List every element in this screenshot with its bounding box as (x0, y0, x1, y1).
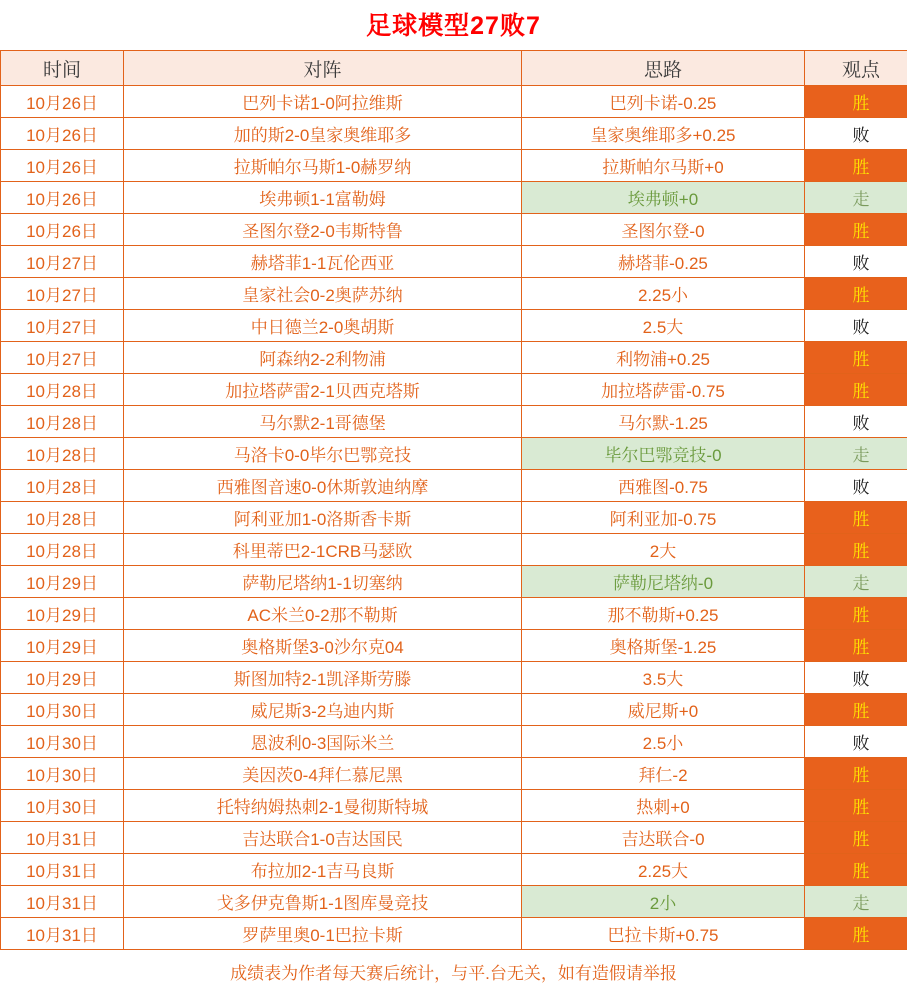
cell-view: 胜 (805, 598, 907, 630)
cell-match: 美因茨0-4拜仁慕尼黑 (124, 758, 522, 790)
table-row (1, 598, 907, 630)
results-table (0, 50, 907, 950)
cell-idea: 2.5小 (522, 726, 805, 758)
cell-idea: 奥格斯堡-1.25 (522, 630, 805, 662)
table-row (1, 822, 907, 854)
cell-view: 胜 (805, 342, 907, 374)
cell-idea: 圣图尔登-0 (522, 214, 805, 246)
cell-idea: 加拉塔萨雷-0.75 (522, 374, 805, 406)
cell-view: 胜 (805, 374, 907, 406)
cell-view: 败 (805, 662, 907, 694)
cell-idea: 萨勒尼塔纳-0 (522, 566, 805, 598)
cell-date: 10月26日 (1, 118, 124, 150)
cell-view: 败 (805, 726, 907, 758)
cell-date: 10月31日 (1, 822, 124, 854)
cell-date: 10月30日 (1, 694, 124, 726)
cell-match: 圣图尔登2-0韦斯特鲁 (124, 214, 522, 246)
cell-view: 败 (805, 118, 907, 150)
cell-match: 马尔默2-1哥德堡 (124, 406, 522, 438)
table-row (1, 310, 907, 342)
table-row (1, 278, 907, 310)
cell-date: 10月26日 (1, 150, 124, 182)
header-view: 观点 (805, 51, 907, 86)
page-title: 足球模型27败7 (0, 0, 907, 50)
cell-match: 斯图加特2-1凯泽斯劳滕 (124, 662, 522, 694)
cell-idea: 埃弗顿+0 (522, 182, 805, 214)
cell-date: 10月28日 (1, 502, 124, 534)
cell-match: 中日德兰2-0奥胡斯 (124, 310, 522, 342)
cell-view: 胜 (805, 86, 907, 118)
cell-idea: 2.25大 (522, 854, 805, 886)
cell-match: 巴列卡诺1-0阿拉维斯 (124, 86, 522, 118)
table-body (1, 86, 907, 950)
cell-idea: 吉达联合-0 (522, 822, 805, 854)
cell-match: 拉斯帕尔马斯1-0赫罗纳 (124, 150, 522, 182)
cell-idea: 2.25小 (522, 278, 805, 310)
cell-match: 加的斯2-0皇家奥维耶多 (124, 118, 522, 150)
cell-date: 10月29日 (1, 566, 124, 598)
cell-idea: 2.5大 (522, 310, 805, 342)
cell-match: 恩波利0-3国际米兰 (124, 726, 522, 758)
cell-view: 胜 (805, 630, 907, 662)
cell-date: 10月30日 (1, 726, 124, 758)
cell-date: 10月27日 (1, 246, 124, 278)
cell-match: 戈多伊克鲁斯1-1图库曼竞技 (124, 886, 522, 918)
cell-date: 10月28日 (1, 470, 124, 502)
table-row (1, 374, 907, 406)
footer-note: 成绩表为作者每天赛后统计，与平.台无关，如有造假请举报 (0, 950, 907, 984)
cell-date: 10月28日 (1, 374, 124, 406)
cell-match: 布拉加2-1吉马良斯 (124, 854, 522, 886)
cell-view: 败 (805, 246, 907, 278)
cell-idea: 那不勒斯+0.25 (522, 598, 805, 630)
cell-date: 10月31日 (1, 918, 124, 950)
cell-idea: 赫塔菲-0.25 (522, 246, 805, 278)
cell-date: 10月26日 (1, 182, 124, 214)
cell-view: 胜 (805, 822, 907, 854)
cell-date: 10月27日 (1, 278, 124, 310)
table-row (1, 534, 907, 566)
cell-date: 10月31日 (1, 886, 124, 918)
cell-date: 10月31日 (1, 854, 124, 886)
cell-idea: 皇家奥维耶多+0.25 (522, 118, 805, 150)
cell-match: 威尼斯3-2乌迪内斯 (124, 694, 522, 726)
cell-date: 10月30日 (1, 758, 124, 790)
table-row (1, 470, 907, 502)
cell-idea: 拜仁-2 (522, 758, 805, 790)
table-row (1, 630, 907, 662)
cell-view: 胜 (805, 214, 907, 246)
table-row (1, 150, 907, 182)
cell-date: 10月29日 (1, 662, 124, 694)
cell-idea: 马尔默-1.25 (522, 406, 805, 438)
cell-view: 胜 (805, 534, 907, 566)
cell-view: 胜 (805, 854, 907, 886)
cell-match: 吉达联合1-0吉达国民 (124, 822, 522, 854)
cell-date: 10月27日 (1, 310, 124, 342)
cell-idea: 2大 (522, 534, 805, 566)
cell-idea: 阿利亚加-0.75 (522, 502, 805, 534)
cell-view: 胜 (805, 918, 907, 950)
cell-idea: 西雅图-0.75 (522, 470, 805, 502)
cell-date: 10月27日 (1, 342, 124, 374)
cell-match: 科里蒂巴2-1CRB马瑟欧 (124, 534, 522, 566)
cell-match: 马洛卡0-0毕尔巴鄂竞技 (124, 438, 522, 470)
cell-view: 胜 (805, 694, 907, 726)
cell-idea: 巴列卡诺-0.25 (522, 86, 805, 118)
table-row (1, 502, 907, 534)
header-idea: 思路 (522, 51, 805, 86)
table-row (1, 118, 907, 150)
cell-match: 奥格斯堡3-0沙尔克04 (124, 630, 522, 662)
cell-idea: 3.5大 (522, 662, 805, 694)
table-row (1, 694, 907, 726)
cell-match: 西雅图音速0-0休斯敦迪纳摩 (124, 470, 522, 502)
cell-idea: 热刺+0 (522, 790, 805, 822)
table-header (1, 51, 907, 86)
table-row (1, 886, 907, 918)
table-row (1, 726, 907, 758)
cell-idea: 2小 (522, 886, 805, 918)
cell-view: 胜 (805, 758, 907, 790)
cell-view: 走 (805, 182, 907, 214)
header-date: 时间 (1, 51, 124, 86)
cell-view: 胜 (805, 150, 907, 182)
cell-view: 胜 (805, 278, 907, 310)
cell-match: 加拉塔萨雷2-1贝西克塔斯 (124, 374, 522, 406)
cell-date: 10月30日 (1, 790, 124, 822)
cell-date: 10月28日 (1, 438, 124, 470)
cell-match: 赫塔菲1-1瓦伦西亚 (124, 246, 522, 278)
cell-view: 败 (805, 470, 907, 502)
table-row (1, 438, 907, 470)
cell-idea: 拉斯帕尔马斯+0 (522, 150, 805, 182)
cell-date: 10月28日 (1, 406, 124, 438)
cell-match: 阿利亚加1-0洛斯香卡斯 (124, 502, 522, 534)
cell-match: 萨勒尼塔纳1-1切塞纳 (124, 566, 522, 598)
cell-match: 阿森纳2-2利物浦 (124, 342, 522, 374)
cell-date: 10月29日 (1, 630, 124, 662)
header-match: 对阵 (124, 51, 522, 86)
cell-view: 败 (805, 406, 907, 438)
header-row (1, 51, 907, 86)
cell-match: 罗萨里奥0-1巴拉卡斯 (124, 918, 522, 950)
table-row (1, 790, 907, 822)
cell-idea: 威尼斯+0 (522, 694, 805, 726)
cell-view: 胜 (805, 790, 907, 822)
cell-view: 走 (805, 438, 907, 470)
cell-view: 走 (805, 886, 907, 918)
cell-view: 胜 (805, 502, 907, 534)
table-row (1, 566, 907, 598)
table-row (1, 214, 907, 246)
cell-date: 10月26日 (1, 86, 124, 118)
table-row (1, 342, 907, 374)
table-row (1, 182, 907, 214)
table-row (1, 758, 907, 790)
cell-view: 败 (805, 310, 907, 342)
cell-date: 10月28日 (1, 534, 124, 566)
cell-match: 皇家社会0-2奥萨苏纳 (124, 278, 522, 310)
cell-match: AC米兰0-2那不勒斯 (124, 598, 522, 630)
cell-view: 走 (805, 566, 907, 598)
cell-match: 托特纳姆热刺2-1曼彻斯特城 (124, 790, 522, 822)
cell-match: 埃弗顿1-1富勒姆 (124, 182, 522, 214)
cell-idea: 利物浦+0.25 (522, 342, 805, 374)
cell-idea: 巴拉卡斯+0.75 (522, 918, 805, 950)
table-row (1, 854, 907, 886)
table-row (1, 246, 907, 278)
table-row (1, 86, 907, 118)
cell-date: 10月29日 (1, 598, 124, 630)
table-row (1, 406, 907, 438)
cell-idea: 毕尔巴鄂竞技-0 (522, 438, 805, 470)
table-row (1, 918, 907, 950)
cell-date: 10月26日 (1, 214, 124, 246)
table-row (1, 662, 907, 694)
